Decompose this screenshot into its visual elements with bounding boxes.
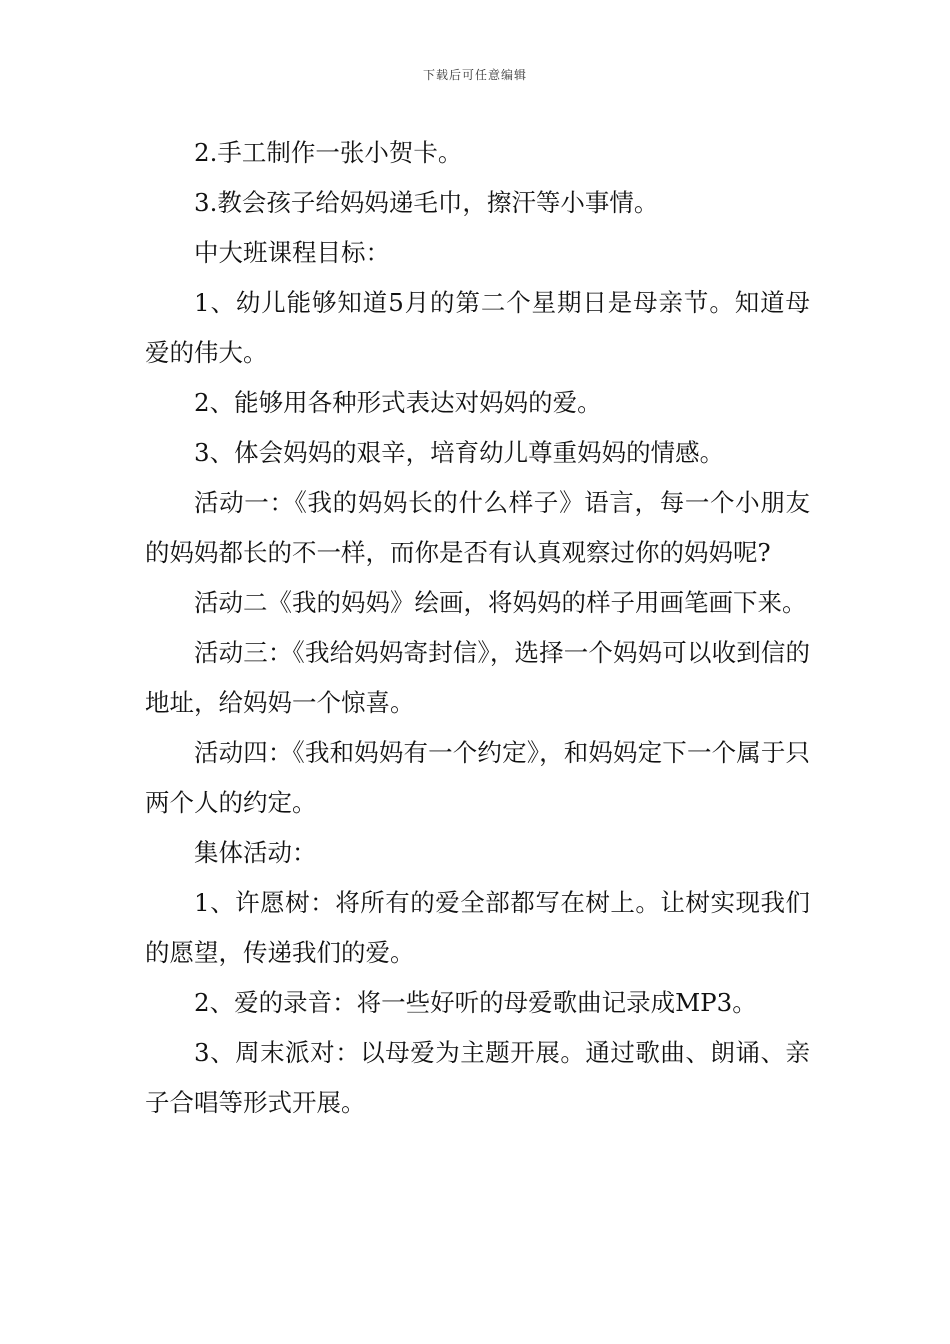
paragraph: 3、周末派对：以母爱为主题开展。通过歌曲、朗诵、亲子合唱等形式开展。 xyxy=(145,1038,810,1117)
paragraph: 活动一：《我的妈妈长的什么样子》语言，每一个小朋友的妈妈都长的不一样，而你是否有认真观察过你的妈妈呢? xyxy=(145,488,810,567)
paragraph: 2.手工制作一张小贺卡。 xyxy=(194,138,463,167)
paragraph: 3、体会妈妈的艰辛，培育幼儿尊重妈妈的情感。 xyxy=(194,438,725,467)
paragraph: 2、能够用各种形式表达对妈妈的爱。 xyxy=(194,388,602,417)
document-body xyxy=(145,128,810,1128)
paragraph: 1、许愿树：将所有的爱全部都写在树上。让树实现我们的愿望，传递我们的爱。 xyxy=(145,888,810,967)
section-heading: 集体活动： xyxy=(194,838,317,867)
section-heading: 中大班课程目标： xyxy=(194,238,390,267)
paragraph: 活动三：《我给妈妈寄封信》，选择一个妈妈可以收到信的地址，给妈妈一个惊喜。 xyxy=(145,638,810,717)
paragraph: 2、爱的录音：将一些好听的母爱歌曲记录成MP3。 xyxy=(194,988,757,1017)
paragraph: 1、幼儿能够知道5月的第二个星期日是母亲节。知道母爱的伟大。 xyxy=(145,288,810,367)
paragraph: 3.教会孩子给妈妈递毛巾，擦汗等小事情。 xyxy=(194,188,659,217)
page-header: 下载后可任意编辑 xyxy=(422,68,527,82)
paragraph: 活动四：《我和妈妈有一个约定》，和妈妈定下一个属于只两个人的约定。 xyxy=(145,738,810,817)
paragraph: 活动二《我的妈妈》绘画，将妈妈的样子用画笔画下来。 xyxy=(194,588,807,617)
